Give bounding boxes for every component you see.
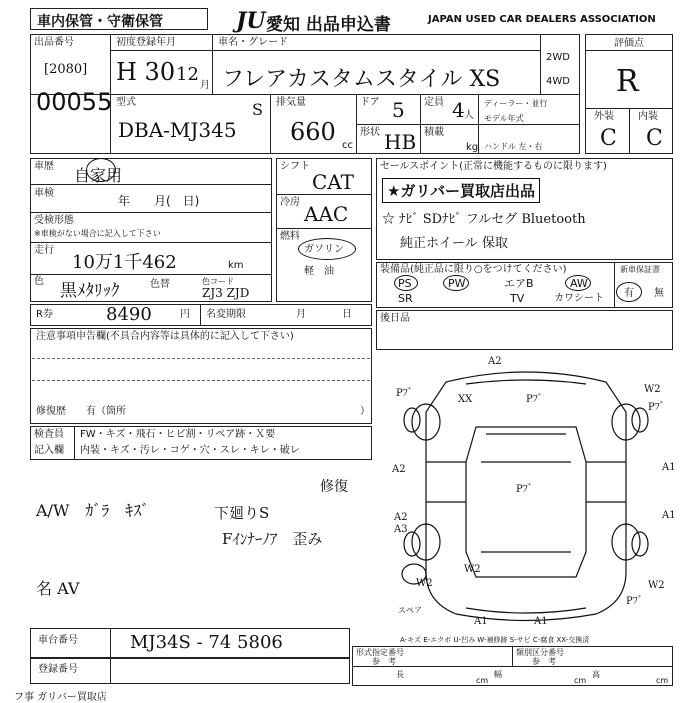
- equip-ps: PS: [398, 277, 412, 290]
- recycle-month: 月: [296, 309, 306, 320]
- length-label: 長: [396, 670, 404, 679]
- history-value: 自家用: [74, 166, 123, 185]
- equip-tv: TV: [510, 292, 525, 305]
- recycle-date-label: 名変期限: [206, 309, 246, 320]
- r-ticket-box: [30, 304, 372, 326]
- model-grade-label: 車名・グレード: [218, 37, 288, 48]
- class-no-label: 類別区分番号: [516, 648, 564, 657]
- fw-row: FW・キズ・飛石・ヒビ割・リペア跡・Ｘ要: [80, 429, 276, 440]
- shift-label: シフト: [280, 161, 310, 172]
- spare-label: スペア: [398, 606, 422, 615]
- cooler-value: AAC: [304, 202, 349, 226]
- color-change-label: 色替: [150, 279, 170, 290]
- reg-no-box: [30, 658, 350, 684]
- load-label: 積載: [424, 127, 444, 138]
- mark-a2-left2: A2: [394, 512, 408, 523]
- remark-2: 下廻りS: [214, 504, 270, 522]
- mark-a2-top: A2: [488, 356, 502, 367]
- sales-point-detail-1: ☆ ﾅﾋﾞ SDﾅﾋﾞ フルセグ Bluetooth: [382, 212, 586, 227]
- reg-year: H 30: [116, 58, 176, 86]
- rating-label: 評価点: [614, 38, 644, 49]
- equipment-label: 装備品(純正品に限り○をつけてください): [380, 264, 567, 275]
- receive-form-note: ※車検がない場合に記入して下さい: [34, 229, 161, 238]
- receive-form-label: 受検形態: [34, 215, 74, 226]
- shape-value: HB: [384, 130, 417, 154]
- kg-unit: kg: [466, 142, 479, 153]
- first-reg-label: 初度登録年月: [116, 37, 176, 48]
- ju-logo: JU: [236, 8, 266, 34]
- mark-pb-roof: Pﾌﾞ: [516, 484, 533, 495]
- equip-ps-circle: [394, 275, 418, 291]
- equip-airbag: エアB: [504, 277, 534, 290]
- mark-pb-left: Pﾌﾞ: [396, 388, 413, 399]
- after-sale-label: 後日品: [380, 313, 410, 324]
- cc-unit: cc: [342, 140, 353, 151]
- shape-label: 形状: [360, 127, 380, 138]
- model-year-label: モデル年式: [484, 114, 524, 123]
- history-circle: [86, 158, 116, 182]
- after-sale-box: [376, 310, 673, 350]
- mark-pb-right: Pﾌﾞ: [648, 402, 665, 413]
- 4wd-label: 4WD: [546, 76, 570, 87]
- car-name: フレアカスタムスタイル XS: [222, 67, 501, 92]
- 2wd-label: 2WD: [546, 52, 570, 63]
- remark-1: A/W ｶﾞﾗ ｷｽﾞ: [36, 501, 150, 520]
- mark-xx: XX: [458, 394, 473, 405]
- fuel-label: 燃料: [280, 231, 300, 242]
- mark-w2-right: W2: [644, 384, 661, 395]
- chassis-number: MJ34S - 74 5806: [130, 632, 283, 653]
- interior-grade: C: [646, 126, 663, 151]
- fuel-circle: [298, 238, 356, 260]
- warranty-no: 無: [654, 288, 664, 299]
- r-ticket-label: R券: [36, 309, 53, 320]
- shift-value: CAT: [312, 170, 354, 194]
- lot-bracket: [2080]: [44, 62, 88, 77]
- remark-4: 修復: [320, 479, 348, 495]
- form-title: 愛知 出品申込書: [266, 15, 391, 35]
- chassis-label: 車台番号: [38, 635, 78, 646]
- color-value: 黒ﾒﾀﾘｯｸ: [60, 281, 120, 301]
- km-unit: km: [228, 260, 244, 271]
- capacity-value: 4: [452, 98, 465, 122]
- height-cm: cm: [656, 676, 669, 685]
- mark-w2-bottom: W2: [416, 578, 433, 589]
- mark-pb-rear: Pﾌﾞ: [626, 596, 643, 607]
- doors-value: 5: [392, 98, 405, 122]
- displacement-label: 排気量: [276, 97, 306, 108]
- remark-5: 名 AV: [36, 579, 80, 598]
- exterior-label: 外装: [594, 111, 614, 122]
- capacity-label: 定員: [424, 97, 444, 108]
- model-type-label: 型式: [116, 97, 136, 108]
- equip-sr: SR: [398, 292, 413, 305]
- sales-point-detail-2: 純正ホイール 保取: [400, 236, 508, 251]
- repair-history-label: 修復歴 有（箇所: [36, 406, 126, 417]
- color-label: 色: [34, 276, 44, 287]
- equip-pw-circle: [443, 275, 469, 291]
- mileage-label: 走行: [34, 245, 54, 256]
- warranty-circle: [616, 282, 642, 302]
- damage-legend: A-キズ E-エクボ U-凹み W-補修跡 S-サビ C-腐食 XX-交換済: [400, 636, 590, 644]
- mark-a1-rear: A1: [534, 616, 548, 627]
- warranty-yes: 有: [624, 288, 634, 299]
- mileage-value: 10万1千462: [72, 252, 177, 273]
- mark-a1-right: A1: [662, 462, 676, 473]
- mark-a3: A3: [394, 524, 408, 535]
- capacity-unit: 人: [464, 110, 474, 121]
- length-cm: cm: [476, 676, 489, 685]
- mark-w2-rear-left: W2: [464, 564, 481, 575]
- storage-notice: 車内保管・守衛保管: [37, 14, 163, 30]
- mark-a2-left: A2: [392, 464, 406, 475]
- interior-label: 内装: [638, 111, 658, 122]
- r-ticket-value: 8490: [106, 304, 152, 325]
- width-cm: cm: [574, 676, 587, 685]
- height-label: 高: [592, 670, 600, 679]
- reg-month-suffix: 月: [200, 80, 210, 91]
- equip-aw-circle: [565, 275, 591, 291]
- sales-point-label: セールスポイント(正常に機能するものに限ります): [380, 161, 607, 172]
- remark-3: Fｲﾝﾅｰﾉｱ 歪み: [222, 530, 323, 548]
- cooler-label: 冷房: [280, 197, 300, 208]
- association-name: JAPAN USED CAR DEALERS ASSOCIATION: [428, 14, 656, 25]
- mark-pb-hood: Pﾌﾞ: [526, 394, 543, 405]
- bottom-left-text: フ事 ガリバー買取店: [14, 692, 107, 703]
- recycle-day: 日: [342, 309, 352, 320]
- mark-a1-bottom-left: A1: [474, 616, 488, 627]
- reg-month: 12: [176, 64, 199, 85]
- form-spec-label: 形式指定番号: [356, 648, 404, 657]
- fuel-value: ガソリン: [304, 244, 344, 255]
- fuel-light-label: 軽 油: [304, 266, 334, 277]
- mark-a1-right2: A1: [662, 510, 676, 521]
- notes-heading: 注意事項申告欄(不具合内容等は具体的に記入して下さい): [36, 331, 294, 342]
- history-label: 車歴: [34, 161, 54, 172]
- rating-value: R: [616, 64, 639, 99]
- class-no-ref: 参 考: [532, 657, 556, 666]
- reg-no-label: 登録番号: [38, 664, 78, 675]
- inspector-label: 検査員: [34, 429, 64, 440]
- exterior-grade: C: [600, 126, 617, 151]
- repair-history-close: ）: [360, 406, 370, 417]
- form-spec-ref: 参 考: [372, 657, 396, 666]
- r-ticket-yen: 円: [180, 309, 190, 320]
- model-code-correction: S: [252, 100, 263, 119]
- model-code: DBA-MJ345: [118, 118, 237, 142]
- color-code-label: 色コード: [202, 277, 234, 286]
- width-label: 幅: [494, 670, 502, 679]
- dealer-label: ディーラー・並行: [484, 99, 548, 108]
- color-code-value: ZJ3 ZJD: [202, 286, 250, 300]
- equip-seat: カワシート: [554, 293, 604, 304]
- lot-number: 00055: [36, 88, 113, 116]
- car-damage-diagram: [376, 352, 676, 648]
- door-label: ドア: [360, 97, 380, 108]
- lot-number-label: 出品番号: [34, 37, 74, 48]
- displacement-value: 660: [290, 118, 336, 146]
- equip-aw: AW: [570, 277, 588, 290]
- sales-point-title: ★ガリバー買取店出品: [382, 178, 540, 203]
- storage-notice-box: [30, 8, 208, 30]
- mark-w2-rear-right: W2: [648, 580, 665, 591]
- inspection-unit: 年 月( 日): [118, 194, 200, 208]
- entry-label: 記入欄: [34, 445, 64, 456]
- equip-pw: PW: [448, 277, 466, 290]
- inspection-label: 車検: [34, 188, 54, 199]
- warranty-label: 新車保証書: [620, 265, 660, 274]
- handle-label: ハンドル 左・右: [484, 142, 543, 151]
- interior-row: 内装・キズ・汚レ・コゲ・穴・スレ・キレ・破レ: [80, 445, 300, 456]
